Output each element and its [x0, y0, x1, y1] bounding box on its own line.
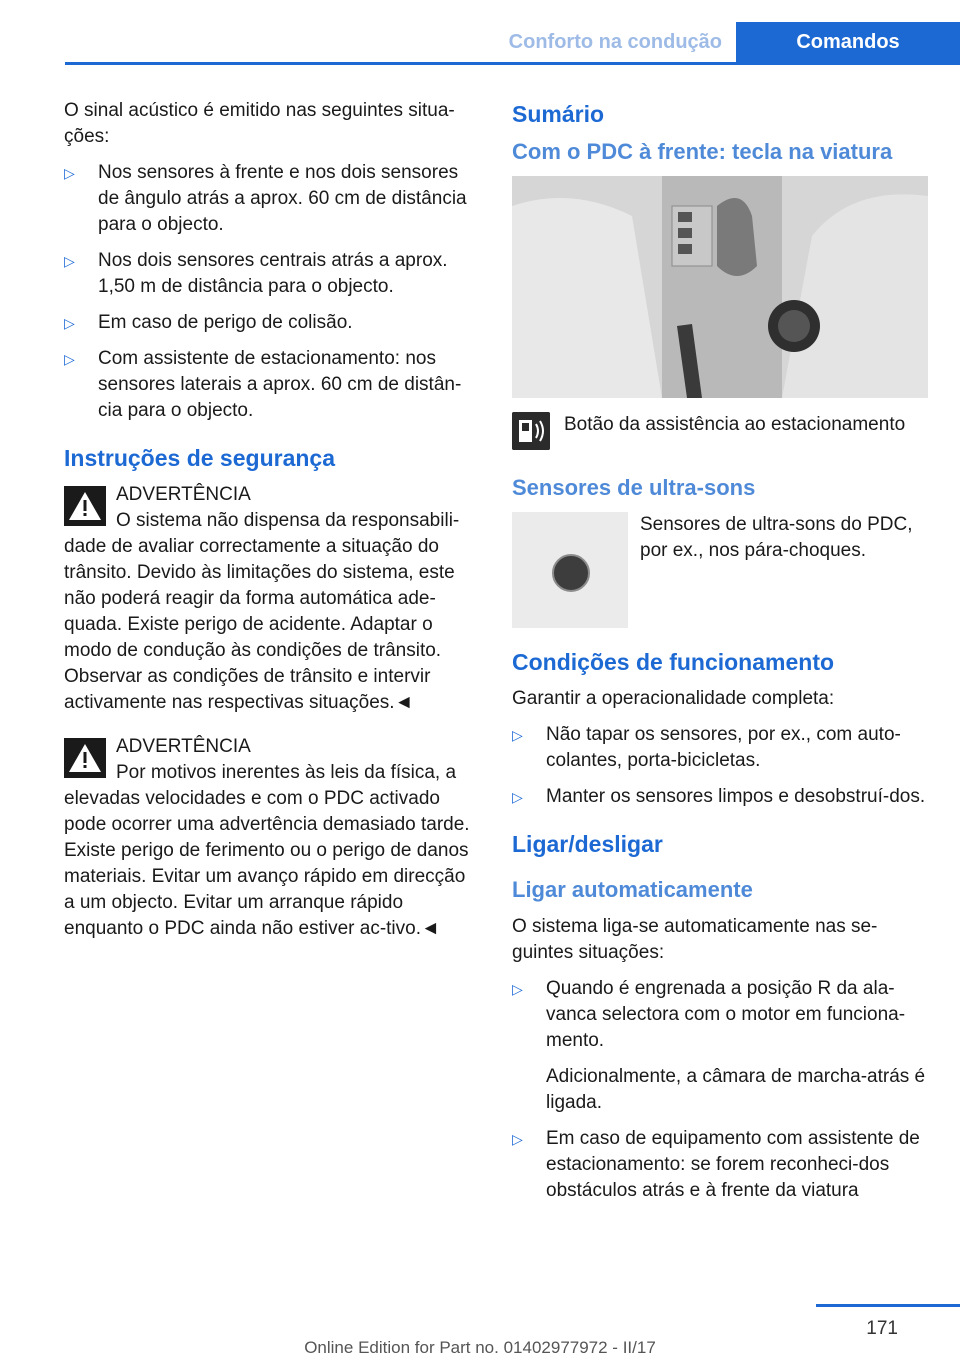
warning-triangle-icon — [64, 738, 106, 778]
bullet-triangle-icon: ▷ — [512, 1131, 523, 1147]
warning-text: Por motivos inerentes às leis da física, a elevadas velocidades e com o PDC activado pode ocorrer uma advertência demasiado tarde. Existe perigo de ferimento ou o perigo de danos materiais. Evitar um avanço rápido em direcção a um objecto. Evitar um arranque rápido enquanto o PDC ainda não estiver ac‐tivo.◄ — [64, 762, 470, 939]
warning-triangle-icon — [64, 486, 106, 526]
parking-assist-button-icon — [512, 412, 550, 450]
safety-heading: Instruções de segurança — [64, 445, 335, 471]
pdc-button-row — [512, 412, 930, 456]
onoff-heading: Ligar/desligar — [512, 831, 663, 857]
header-chapter-tab: Comandos — [736, 22, 960, 62]
auto-heading: Ligar automaticamente — [512, 877, 753, 902]
button-caption: Botão da assistência ao estacionamento — [564, 414, 906, 435]
list-item: ▷ Quando é engrenada a posição R da ala‐vanca selectora com o motor em funciona‐mento. Adicionalmente, a câmara de marcha-atrás é ligada. — [512, 976, 930, 1116]
warning-text: O sistema não dispensa da responsabili‐dade de avaliar correctamente a situação do trânsito. Devido às limitações do sistema, este não poderá reagir da forma automática ade‐quada. Existe perigo de acidente. Adaptar o modo de condução às condições de trânsito. Observar as condições de trânsito e intervir activamente nas respectivas situações.◄ — [64, 510, 460, 713]
right-column — [512, 98, 930, 1214]
intro-text: O sinal acústico é emitido nas seguintes situa‐ções: — [64, 100, 455, 147]
bullet-triangle-icon: ▷ — [64, 165, 75, 181]
warning-title: ADVERTÊNCIA — [116, 484, 251, 505]
page-number: 171 — [866, 1318, 898, 1339]
auto-list — [512, 976, 930, 1204]
bullet-triangle-icon: ▷ — [512, 981, 523, 997]
list-item: ▷ Nos dois sensores centrais atrás a aprox. 1,50 m de distância para o objecto. — [64, 250, 448, 297]
warning-title: ADVERTÊNCIA — [116, 736, 251, 757]
list-item: ▷ Em caso de equipamento com assistente de estacionamento: se forem reconheci‐dos obstáculos atrás e à frente da viatura — [512, 1128, 920, 1201]
conditions-list — [512, 722, 930, 810]
warning-block — [64, 482, 480, 716]
list-item: ▷ Manter os sensores limpos e desobstruí‐dos. — [512, 784, 930, 810]
sensors-heading: Sensores de ultra-sons — [512, 475, 756, 500]
auto-intro: O sistema liga-se automaticamente nas se‐guintes situações: — [512, 916, 878, 963]
bullet-triangle-icon: ▷ — [64, 351, 75, 367]
sensors-text: Sensores de ultra-sons do PDC, por ex., nos pára-choques. — [640, 514, 913, 561]
summary-heading: Sumário — [512, 101, 605, 127]
conditions-intro: Garantir a operacionalidade completa: — [512, 688, 835, 709]
car-console-photo — [512, 176, 928, 398]
list-item: ▷ Não tapar os sensores, por ex., com auto‐colantes, porta-bicicletas. — [512, 724, 901, 771]
bullet-triangle-icon: ▷ — [512, 789, 523, 805]
auto-extra-note: Adicionalmente, a câmara de marcha-atrás é ligada. — [546, 1066, 926, 1113]
signal-situations-list — [64, 160, 480, 424]
sensor-row — [512, 512, 930, 628]
left-column — [64, 98, 480, 952]
bullet-triangle-icon: ▷ — [64, 253, 75, 269]
pdc-heading: Com o PDC à frente: tecla na viatura — [512, 139, 893, 164]
list-item: ▷ Com assistente de estacionamento: nos sensores laterais a aprox. 60 cm de distân‐cia para o objecto. — [64, 348, 462, 421]
list-item: ▷ Em caso de perigo de colisão. — [64, 310, 480, 336]
bullet-triangle-icon: ▷ — [64, 315, 75, 331]
conditions-heading: Condições de funcionamento — [512, 649, 835, 675]
page-header — [65, 22, 960, 65]
page-number-rule — [816, 1304, 960, 1307]
header-section-title: Conforto na condução — [508, 31, 722, 53]
footer-edition: Online Edition for Part no. 01402977972 - II/17 — [304, 1338, 656, 1357]
warning-block — [64, 734, 480, 942]
bullet-triangle-icon: ▷ — [512, 727, 523, 743]
list-item: ▷ Nos sensores à frente e nos dois sensores de ângulo atrás a aprox. 60 cm de distância para o objecto. — [64, 162, 467, 235]
ultrasonic-sensor-image — [512, 512, 628, 628]
